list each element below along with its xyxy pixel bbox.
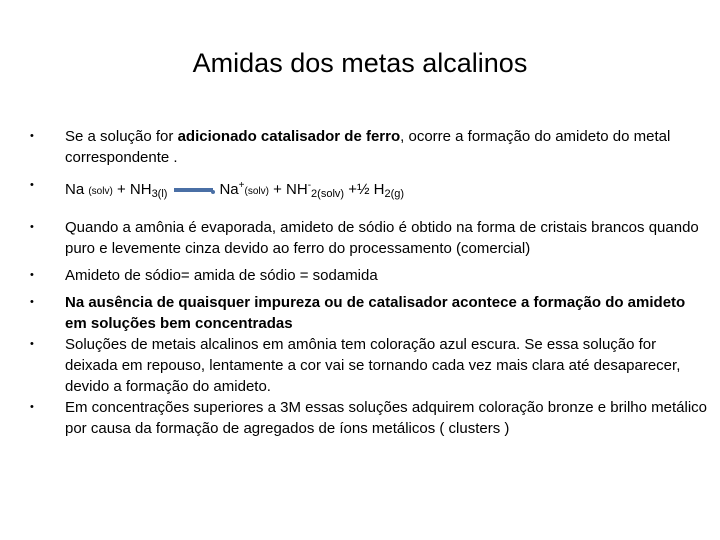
bullet-text: , ocorre a formação do amideto do metal correspondente . [65, 128, 671, 166]
bullet-text: Quando a amônia é evaporada, amideto de sódio é obtido na forma de cristais brancos quando puro e levemente cinza devido ao ferro do processamento (comercial) [65, 219, 699, 257]
eq-na-plus-sup: + [238, 180, 245, 191]
eq-na-plus: Na [219, 181, 239, 198]
equation [65, 181, 404, 198]
bullet-dot: • [30, 338, 34, 350]
bullet-item-bronze [28, 397, 708, 439]
eq-na: Na [65, 181, 89, 198]
bullet-dot: • [30, 269, 34, 281]
eq-plus-nh2: + NH [268, 181, 308, 198]
eq-na-sub: (solv) [88, 186, 113, 197]
bullet-list [28, 126, 708, 439]
bullet-dot: • [30, 130, 34, 142]
eq-plus-nh: + NH [112, 181, 152, 198]
slide-title: Amidas dos metas alcalinos [192, 48, 528, 78]
eq-nh2-sub: 2(solv) [311, 188, 345, 200]
bullet-item-absence [28, 292, 708, 334]
bullet-item-sodamide [28, 265, 708, 286]
eq-na-plus-sub: (solv) [244, 186, 269, 197]
bullet-text: Se a solução for [65, 128, 178, 145]
eq-h2-sub: 2(g) [384, 188, 405, 200]
bullet-text: Amideto de sódio= amida de sódio = sodamida [65, 267, 378, 284]
bullet-text-bold: Na ausência de quaisquer impureza ou de catalisador acontece a formação do amideto em soluções bem concentradas [65, 294, 686, 332]
bullet-dot: • [30, 221, 34, 233]
eq-nh3-sub: 3(l) [151, 188, 168, 200]
bullet-dot: • [30, 179, 34, 191]
eq-nh-sup: - [307, 180, 312, 191]
reaction-arrow-icon [171, 179, 217, 200]
bullet-item-evaporation [28, 217, 708, 259]
eq-half-h: +½ H [344, 181, 385, 198]
bullet-dot: • [30, 401, 34, 413]
bullet-text-bold: adicionado catalisador de ferro [177, 128, 401, 145]
bullet-item-equation [28, 175, 708, 205]
bullet-text: Soluções de metais alcalinos em amônia tem coloração azul escura. Se essa solução for deixada em repouso, lentamente a cor vai se tornando cada vez mais clara até desaparecer, devido a formação do amideto. [65, 336, 681, 395]
bullet-text: Em concentrações superiores a 3M essas soluções adquirem coloração bronze e brilho metálico por causa da formação de agregados de íons metálicos ( clusters ) [65, 399, 707, 437]
bullet-dot: • [30, 296, 34, 308]
bullet-item-catalyst [28, 126, 708, 168]
bullet-item-blue-solutions [28, 334, 708, 397]
